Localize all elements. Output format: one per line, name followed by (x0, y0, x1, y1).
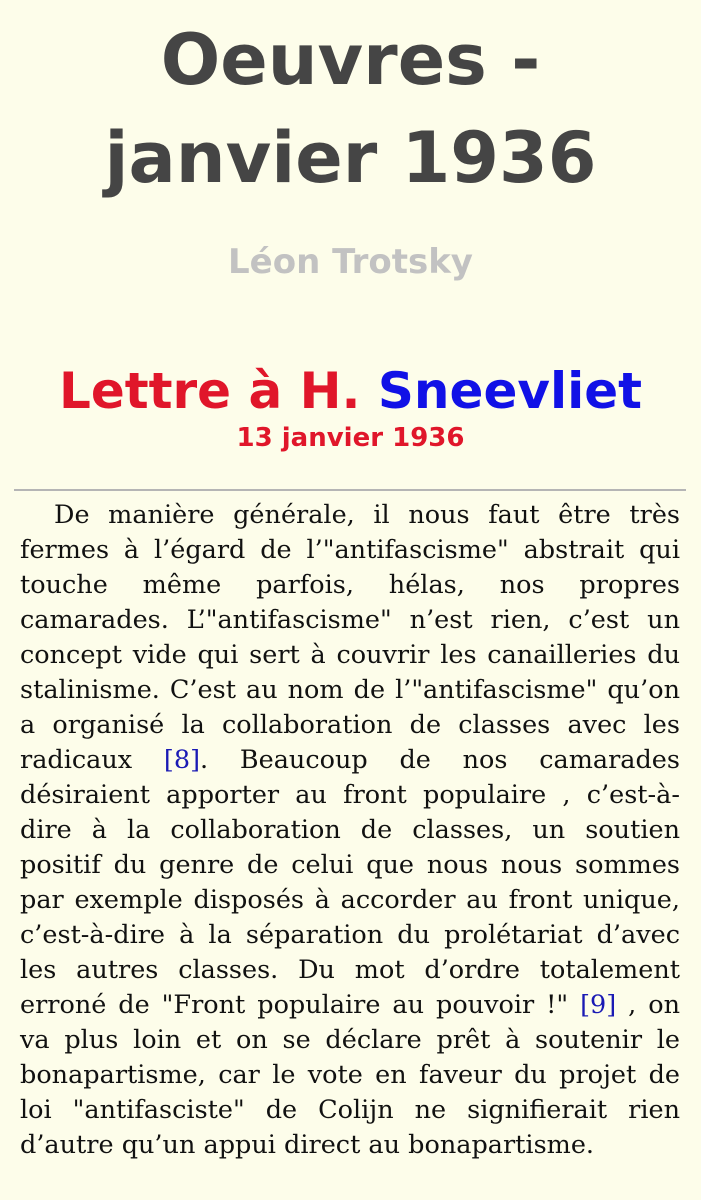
chapter-title (0, 358, 701, 424)
book-title-line-1: Oeuvres - (160, 19, 541, 101)
body-text-segment-2: . Beaucoup de nos camarades désiraient apporter au front populaire , c’est-à-dire à la collaboration de classes, un soutien positif du genre de celui que nous nous sommes par exemple disposés à accorder au front unique, c’est-à-dire à la séparation du prolétariat d’avec les autres classes. Du mot d’ordre totalement erroné de "Front populaire au pouvoir !" (20, 745, 680, 1020)
body-paragraph (20, 498, 680, 1163)
book-title-line-2: janvier 1936 (104, 117, 597, 199)
footnote-link-8[interactable]: [8] (163, 745, 201, 775)
chapter-title-part-1: Lettre à H. (58, 361, 361, 420)
footnote-link-9[interactable]: [9] (580, 990, 617, 1020)
chapter-date: 13 janvier 1936 (236, 423, 465, 453)
body-text-segment-3: , on va plus loin et on se déclare prêt à soutenir le bonapartisme, car le vote en faveur du projet de loi "antifasciste" de Colijn ne signifierait rien d’autre qu’un appui direct au bonapartisme. (20, 990, 680, 1160)
divider (14, 489, 686, 491)
author-name: Léon Trotsky (228, 242, 473, 282)
chapter-title-part-2: Sneevliet (377, 361, 643, 420)
body-text-segment-1: De manière générale, il nous faut être très fermes à l’égard de l’"antifascisme" abstrait qui touche même parfois, hélas, nos propres camarades. L’"antifascisme" n’est rien, c’est un concept vide qui sert à couvrir les canailleries du stalinisme. C’est au nom de l’"antifascisme" qu’on a organisé la collaboration de classes avec les radicaux (20, 500, 680, 775)
